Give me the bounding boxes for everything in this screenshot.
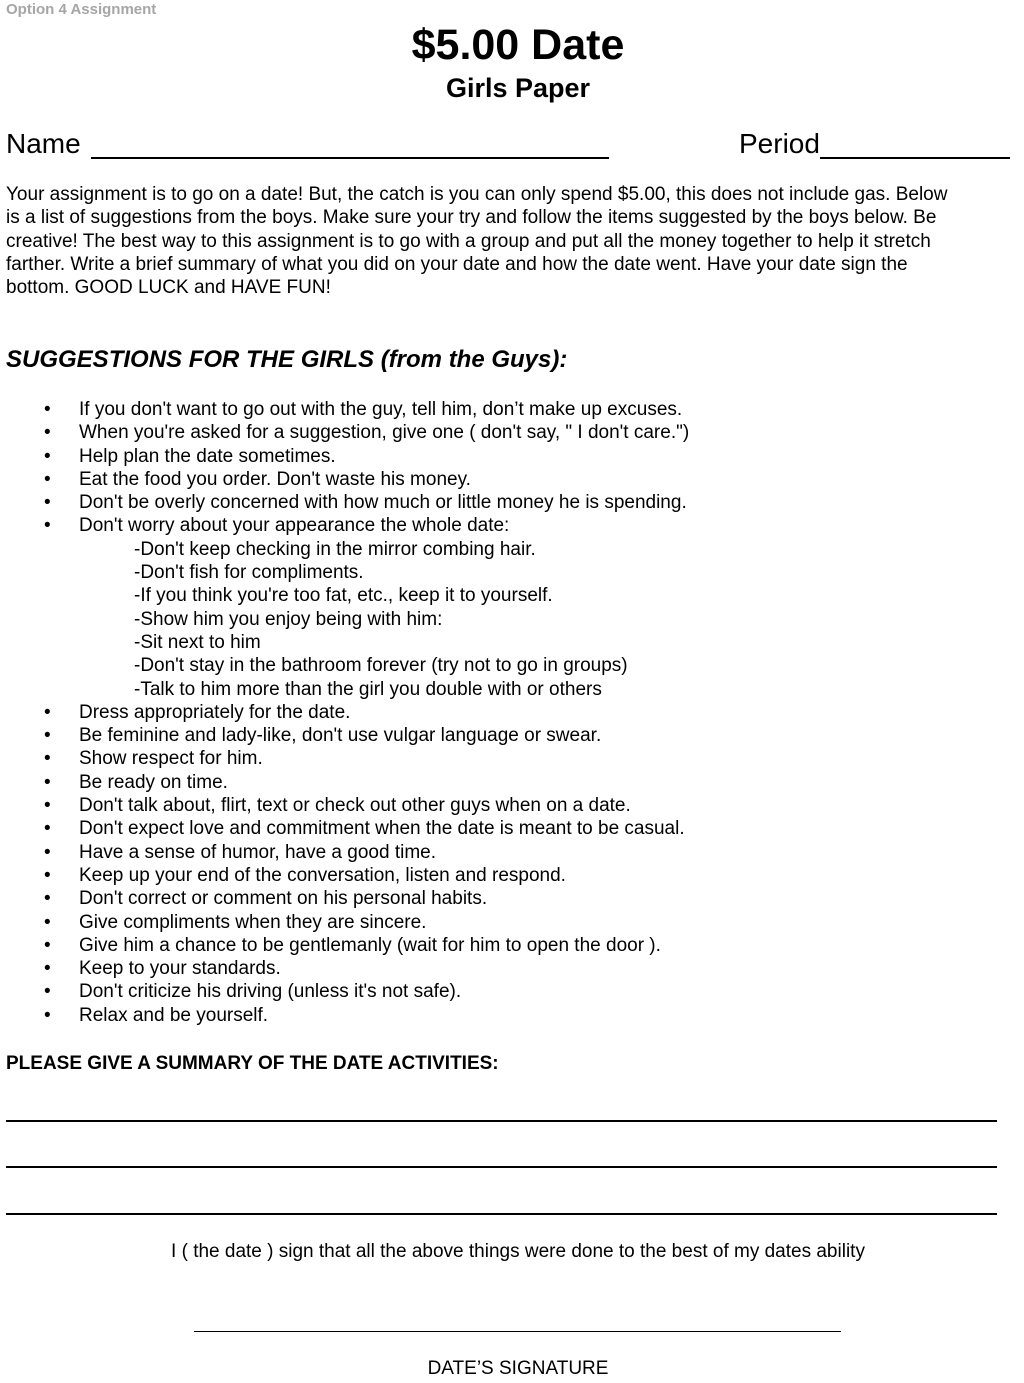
list-item: [0, 421, 1000, 444]
bullet-icon: •: [44, 468, 51, 490]
list-item-text: When you're asked for a suggestion, give one ( don't say, " I don't care."): [79, 422, 690, 444]
list-item-text: Dress appropriately for the date.: [79, 701, 351, 723]
list-item-text: Have a sense of humor, have a good time.: [79, 841, 436, 863]
intro-line: is a list of suggestions from the boys. Make sure your try and follow the items suggested by the boys below. Be: [6, 207, 937, 229]
signature-line[interactable]: [194, 1331, 841, 1332]
intro-paragraph: [6, 183, 1016, 299]
intro-line: creative! The best way to this assignment is to go with a group and put all the money together to help it stretch: [6, 230, 931, 252]
bullet-icon: •: [44, 818, 51, 840]
list-item-text: Don't criticize his driving (unless it's not safe).: [79, 981, 462, 1003]
sub-list-item: [0, 584, 1000, 607]
list-item: [0, 841, 1000, 864]
list-item-text: Don't be overly concerned with how much or little money he is spending.: [79, 492, 687, 514]
bullet-icon: •: [44, 492, 51, 514]
list-item: [0, 445, 1000, 468]
bullet-icon: •: [44, 399, 51, 420]
bullet-icon: •: [44, 864, 51, 886]
list-item-text: Don't correct or comment on his personal habits.: [79, 888, 488, 910]
sub-list-item: [0, 561, 1000, 584]
signature-label: DATE’S SIGNATURE: [427, 1358, 609, 1379]
sub-list-item: [0, 608, 1000, 631]
list-item-text: Give compliments when they are sincere.: [79, 911, 427, 933]
sub-list-item: [0, 678, 1000, 701]
period-label: Period: [739, 128, 820, 159]
list-item-text: Relax and be yourself.: [79, 1004, 269, 1026]
list-item-text: -If you think you're too fat, etc., keep it to yourself.: [134, 585, 553, 607]
bullet-icon: •: [44, 725, 51, 747]
intro-line: Your assignment is to go on a date! But, the catch is you can only spend $5.00, this does not include gas. Below: [6, 184, 948, 205]
list-item-text: -Show him you enjoy being with him:: [134, 608, 443, 630]
list-item: [0, 701, 1000, 724]
list-item: [0, 934, 1000, 957]
list-item: [0, 980, 1000, 1003]
list-item: [0, 957, 1000, 980]
summary-line-2[interactable]: [6, 1166, 997, 1168]
bullet-icon: •: [44, 422, 51, 444]
list-item-text: Keep up your end of the conversation, listen and respond.: [79, 864, 566, 886]
list-item-text: Be feminine and lady-like, don't use vulgar language or swear.: [79, 725, 602, 747]
page-title: $5.00 Date: [411, 21, 625, 69]
list-item: [0, 817, 1000, 840]
list-item-text: -Talk to him more than the girl you double with or others: [134, 678, 602, 700]
list-item-text: -Don't keep checking in the mirror combing hair.: [134, 538, 536, 560]
bullet-icon: •: [44, 515, 51, 537]
bullet-icon: •: [44, 934, 51, 956]
intro-line: farther. Write a brief summary of what you did on your date and how the date went. Have your date sign the: [6, 253, 908, 275]
suggestions-heading: SUGGESTIONS FOR THE GIRLS (from the Guys):: [6, 346, 568, 373]
name-label: Name: [6, 128, 81, 159]
list-item-text: If you don't want to go out with the guy, tell him, don’t make up excuses.: [79, 399, 683, 420]
list-item: [0, 864, 1000, 887]
list-item: [0, 747, 1000, 770]
list-item-text: -Don't stay in the bathroom forever (try not to go in groups): [134, 655, 628, 677]
bullet-icon: •: [44, 748, 51, 770]
period-field-line[interactable]: [820, 157, 1010, 159]
list-item-text: Don't expect love and commitment when the date is meant to be casual.: [79, 818, 685, 840]
list-item-text: Be ready on time.: [79, 771, 228, 793]
list-item-text: Don't worry about your appearance the whole date:: [79, 515, 510, 537]
bullet-icon: •: [44, 701, 51, 723]
sub-list-item: [0, 631, 1000, 654]
bullet-icon: •: [44, 888, 51, 910]
bullet-icon: •: [44, 771, 51, 793]
list-item-text: -Don't fish for compliments.: [134, 562, 364, 584]
list-item: [0, 491, 1000, 514]
bullet-icon: •: [44, 841, 51, 863]
page-subtitle: Girls Paper: [445, 73, 591, 103]
sub-list-item: [0, 654, 1000, 677]
list-item: [0, 794, 1000, 817]
list-item: [0, 771, 1000, 794]
list-item-text: Eat the food you order. Don't waste his money.: [79, 468, 471, 490]
bullet-icon: •: [44, 958, 51, 980]
list-item-text: Give him a chance to be gentlemanly (wait for him to open the door ).: [79, 934, 661, 956]
list-item: [0, 911, 1000, 934]
list-item-text: -Sit next to him: [134, 631, 261, 653]
list-item: [0, 468, 1000, 491]
header-note: Option 4 Assignment: [6, 1, 157, 18]
signature-statement: I ( the date ) sign that all the above things were done to the best of my dates ability: [171, 1241, 865, 1262]
summary-line-1[interactable]: [6, 1120, 997, 1122]
list-item: [0, 887, 1000, 910]
sub-list-item: [0, 538, 1000, 561]
suggestions-list: [0, 398, 1000, 1027]
list-item-text: Show respect for him.: [79, 748, 263, 770]
summary-line-3[interactable]: [6, 1213, 997, 1215]
list-item-text: Keep to your standards.: [79, 958, 281, 980]
bullet-icon: •: [44, 445, 51, 467]
intro-line: bottom. GOOD LUCK and HAVE FUN!: [6, 277, 331, 299]
bullet-icon: •: [44, 981, 51, 1003]
list-item-text: Don't talk about, flirt, text or check out other guys when on a date.: [79, 795, 631, 817]
list-item-text: Help plan the date sometimes.: [79, 445, 336, 467]
list-item: [0, 724, 1000, 747]
list-item: [0, 398, 1000, 421]
list-item: [0, 1004, 1000, 1027]
list-item: [0, 514, 1000, 537]
bullet-icon: •: [44, 1004, 51, 1026]
name-field-line[interactable]: [91, 157, 609, 159]
summary-heading: PLEASE GIVE A SUMMARY OF THE DATE ACTIVITIES:: [6, 1053, 499, 1074]
bullet-icon: •: [44, 795, 51, 817]
bullet-icon: •: [44, 911, 51, 933]
